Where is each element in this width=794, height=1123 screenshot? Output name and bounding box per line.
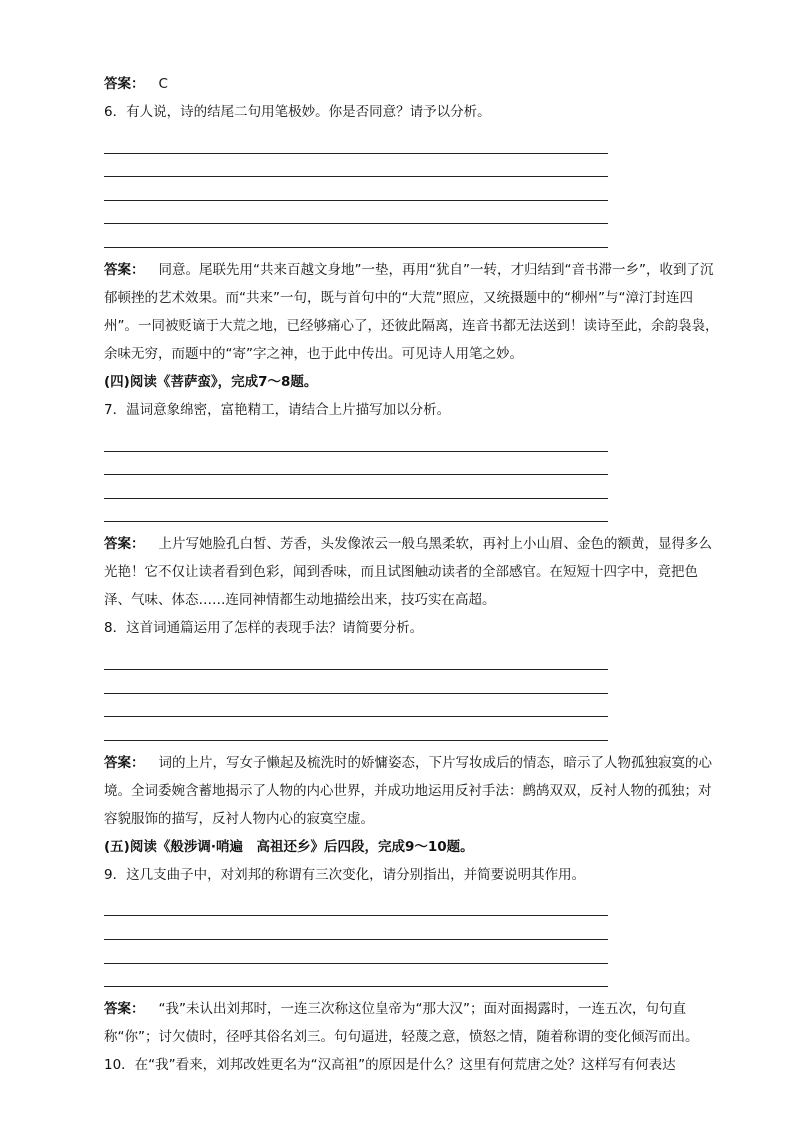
answer-label: 答案： (104, 1001, 145, 1018)
question-10: 10．在“我”看来，刘邦改姓更名为“汉高祖”的原因是什么？这里有何荒唐之处？这样写有何表达 (104, 1057, 676, 1074)
blank-line[interactable] (104, 940, 608, 964)
answer-label: 答案： (104, 261, 145, 278)
blank-line[interactable] (104, 670, 608, 694)
answer-6 (104, 256, 720, 368)
blank-line[interactable] (104, 452, 608, 476)
answer-text: 同意。尾联先用“共来百越文身地”一垫，再用“犹自”一转，才归结到“音书滞一乡”，收到了沉郁顿挫的艺术效果。而“共来”一句，既与首句中的“大荒”照应，又统摄题中的“柳州”与“漳汀封连四州”。一同被贬谪于大荒之地，已经够痛心了，还彼此隔离，连音书都无法送到！读诗至此，余韵袅袅，余味无穷，而题中的“寄”字之神，也于此中传出。可见诗人用笔之妙。 (104, 261, 719, 362)
answer-8 (104, 749, 720, 833)
blank-line[interactable] (104, 154, 608, 178)
question-7: 7．温词意象绵密，富艳精工，请结合上片描写加以分析。 (104, 401, 451, 418)
answer-9 (104, 995, 720, 1051)
blank-line[interactable] (104, 717, 608, 741)
blank-line[interactable] (104, 428, 608, 452)
blank-line[interactable] (104, 201, 608, 225)
document-page (104, 70, 720, 1079)
question-8: 8．这首词通篇运用了怎样的表现手法？请简要分析。 (104, 620, 424, 637)
answer-label: 答案： (104, 76, 145, 92)
blank-line[interactable] (104, 694, 608, 718)
answer-7 (104, 530, 720, 614)
blank-line[interactable] (104, 499, 608, 523)
blank-line[interactable] (104, 893, 608, 917)
answer-blank-lines-8[interactable] (104, 646, 608, 740)
blank-line[interactable] (104, 646, 608, 670)
answer-blank-lines-9[interactable] (104, 893, 608, 987)
blank-line[interactable] (104, 964, 608, 988)
answer-text: C (158, 76, 168, 92)
question-6: 6．有人说，诗的结尾二句用笔极妙。你是否同意？请予以分析。 (104, 104, 491, 120)
question-9: 9．这几支曲子中，对刘邦的称谓有三次变化，请分别指出，并简要说明其作用。 (104, 866, 586, 883)
answer-5 (104, 70, 720, 98)
answer-blank-lines-6[interactable] (104, 130, 608, 248)
answer-label: 答案： (104, 754, 145, 771)
answer-text: 上片写她脸孔白皙、芳香，头发像浓云一般乌黑柔软，再衬上小山眉、金色的额黄，显得多么光艳！它不仅让读者看到色彩，闻到香味，而且试图触动读者的全部感官。在短短十四字中，竟把色泽、气味、体态……连同神情都生动地描绘出来，技巧实在高超。 (104, 536, 712, 609)
blank-line[interactable] (104, 177, 608, 201)
answer-text: 词的上片，写女子懒起及梳洗时的娇慵姿态，下片写妆成后的情态，暗示了人物孤独寂寞的心境。全词委婉含蓄地揭示了人物的内心世界，并成功地运用反衬手法：鹧鸪双双，反衬人物的孤独；对容貌服饰的描写，反衬人物内心的寂寞空虚。 (104, 754, 712, 827)
blank-line[interactable] (104, 130, 608, 154)
answer-label: 答案： (104, 536, 145, 553)
blank-line[interactable] (104, 224, 608, 248)
section-4-heading: (四)阅读《菩萨蛮》，完成7～8题。 (104, 373, 318, 390)
section-5-heading: (五)阅读《般涉调·哨遍 高祖还乡》后四段，完成9～10题。 (104, 838, 474, 855)
blank-line[interactable] (104, 475, 608, 499)
answer-blank-lines-7[interactable] (104, 428, 608, 522)
blank-line[interactable] (104, 916, 608, 940)
answer-text: “我”未认出刘邦时，一连三次称这位皇帝为“那大汉”；面对面揭露时，一连五次，句句直称“你”；讨欠债时，径呼其俗名刘三。句句逼进，轻蔑之意，愤怒之情，随着称谓的变化倾泻而出。 (104, 1001, 699, 1046)
